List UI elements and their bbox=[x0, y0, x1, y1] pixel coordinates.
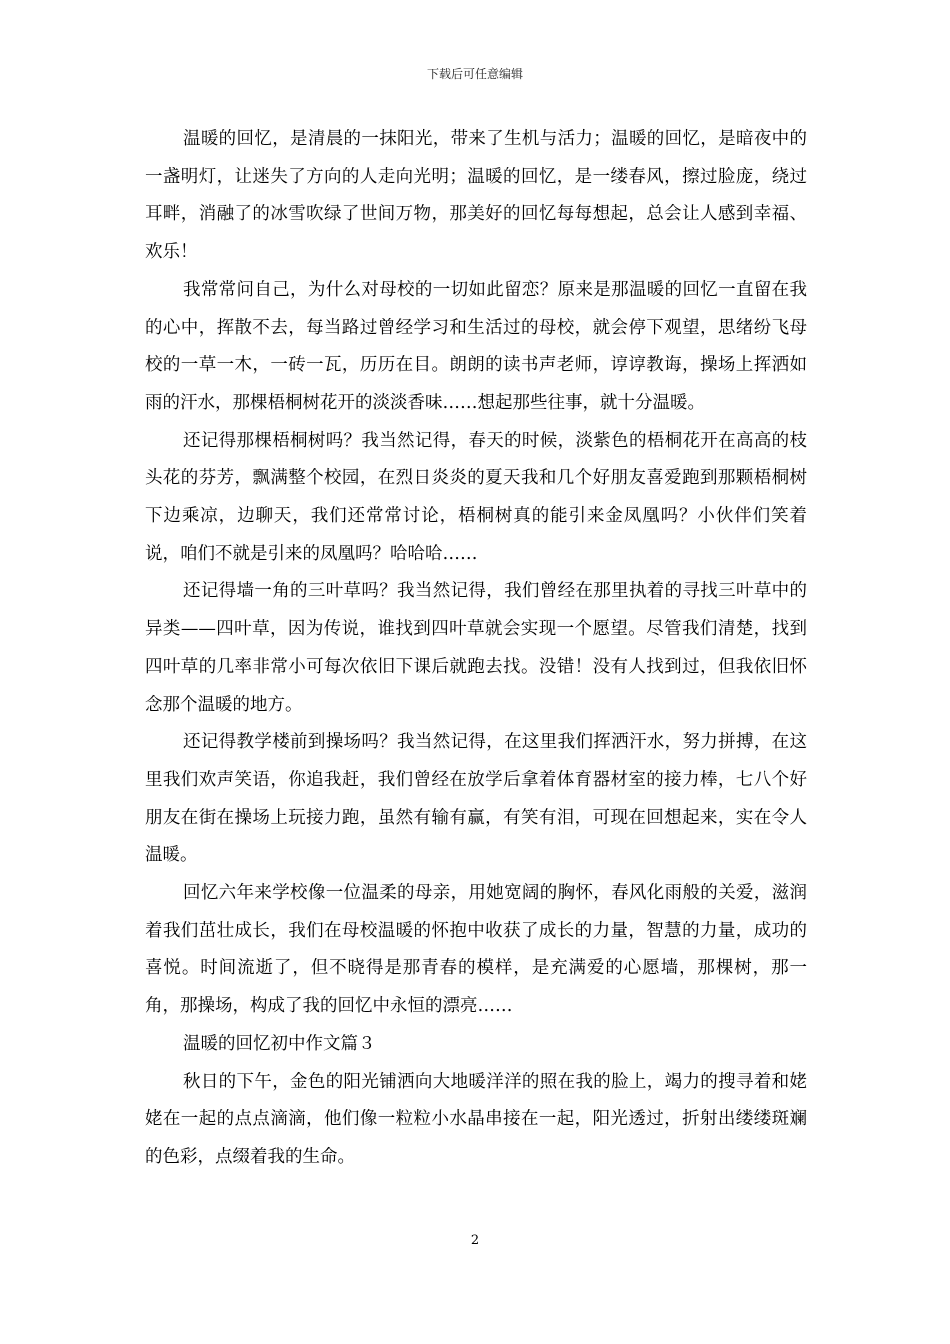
paragraph-2: 我常常问自己，为什么对母校的一切如此留恋？原来是那温暖的回忆一直留在我的心中，挥散不去，每当路过曾经学习和生活过的母校，就会停下观望，思绪纷飞母校的一草一木，一砖一瓦，历历在目。朗朗的读书声老师，谆谆教诲，操场上挥洒如雨的汗水，那棵梧桐树花开的淡淡香味……想起那些往事，就十分温暖。 bbox=[145, 279, 807, 413]
page-number: 2 bbox=[470, 1233, 480, 1248]
paragraph-7: 秋日的下午，金色的阳光铺洒向大地暖洋洋的照在我的脸上，竭力的搜寻着和姥姥在一起的点点滴滴，他们像一粒粒小水晶串接在一起，阳光透过，折射出缕缕斑斓的色彩，点缀着我的生命。 bbox=[145, 1071, 807, 1167]
paragraph-4: 还记得墙一角的三叶草吗？我当然记得，我们曾经在那里执着的寻找三叶草中的异类——四叶草，因为传说，谁找到四叶草就会实现一个愿望。尽管我们清楚，找到四叶草的几率非常小可每次依旧下课后就跑去找。没错！没有人找到过，但我依旧怀念那个温暖的地方。 bbox=[145, 581, 807, 715]
paragraph-6: 回忆六年来学校像一位温柔的母亲，用她宽阔的胸怀，春风化雨般的关爱，滋润着我们茁壮成长，我们在母校温暖的怀抱中收获了成长的力量，智慧的力量，成功的喜悦。时间流逝了，但不晓得是那青春的模样，是充满爱的心愿墙，那棵树，那一角，那操场，构成了我的回忆中永恒的漂亮…… bbox=[145, 883, 807, 1017]
paragraph-3: 还记得那棵梧桐树吗？我当然记得，春天的时候，淡紫色的梧桐花开在高高的枝头花的芬芳，飘满整个校园，在烈日炎炎的夏天我和几个好朋友喜爱跑到那颗梧桐树下边乘凉，边聊天，我们还常常讨论，梧桐树真的能引来金凤凰吗？小伙伴们笑着说，咱们不就是引来的凤凰吗？哈哈哈…… bbox=[145, 430, 807, 564]
section-heading: 温暖的回忆初中作文篇３ bbox=[183, 1033, 376, 1054]
paragraph-5: 还记得教学楼前到操场吗？我当然记得，在这里我们挥洒汗水，努力拼搏，在这里我们欢声笑语，你追我赶，我们曾经在放学后拿着体育器材室的接力棒，七八个好朋友在街在操场上玩接力跑，虽然有输有赢，有笑有泪，可现在回想起来，实在令人温暖。 bbox=[145, 732, 807, 866]
page-header: 下载后可任意编辑 bbox=[426, 67, 523, 81]
document-body bbox=[145, 121, 807, 1177]
paragraph-1: 温暖的回忆，是清晨的一抹阳光，带来了生机与活力；温暖的回忆，是暗夜中的一盏明灯，让迷失了方向的人走向光明；温暖的回忆，是一缕春风，擦过脸庞，绕过耳畔，消融了的冰雪吹绿了世间万物，那美好的回忆每每想起，总会让人感到幸福、欢乐！ bbox=[145, 129, 807, 263]
